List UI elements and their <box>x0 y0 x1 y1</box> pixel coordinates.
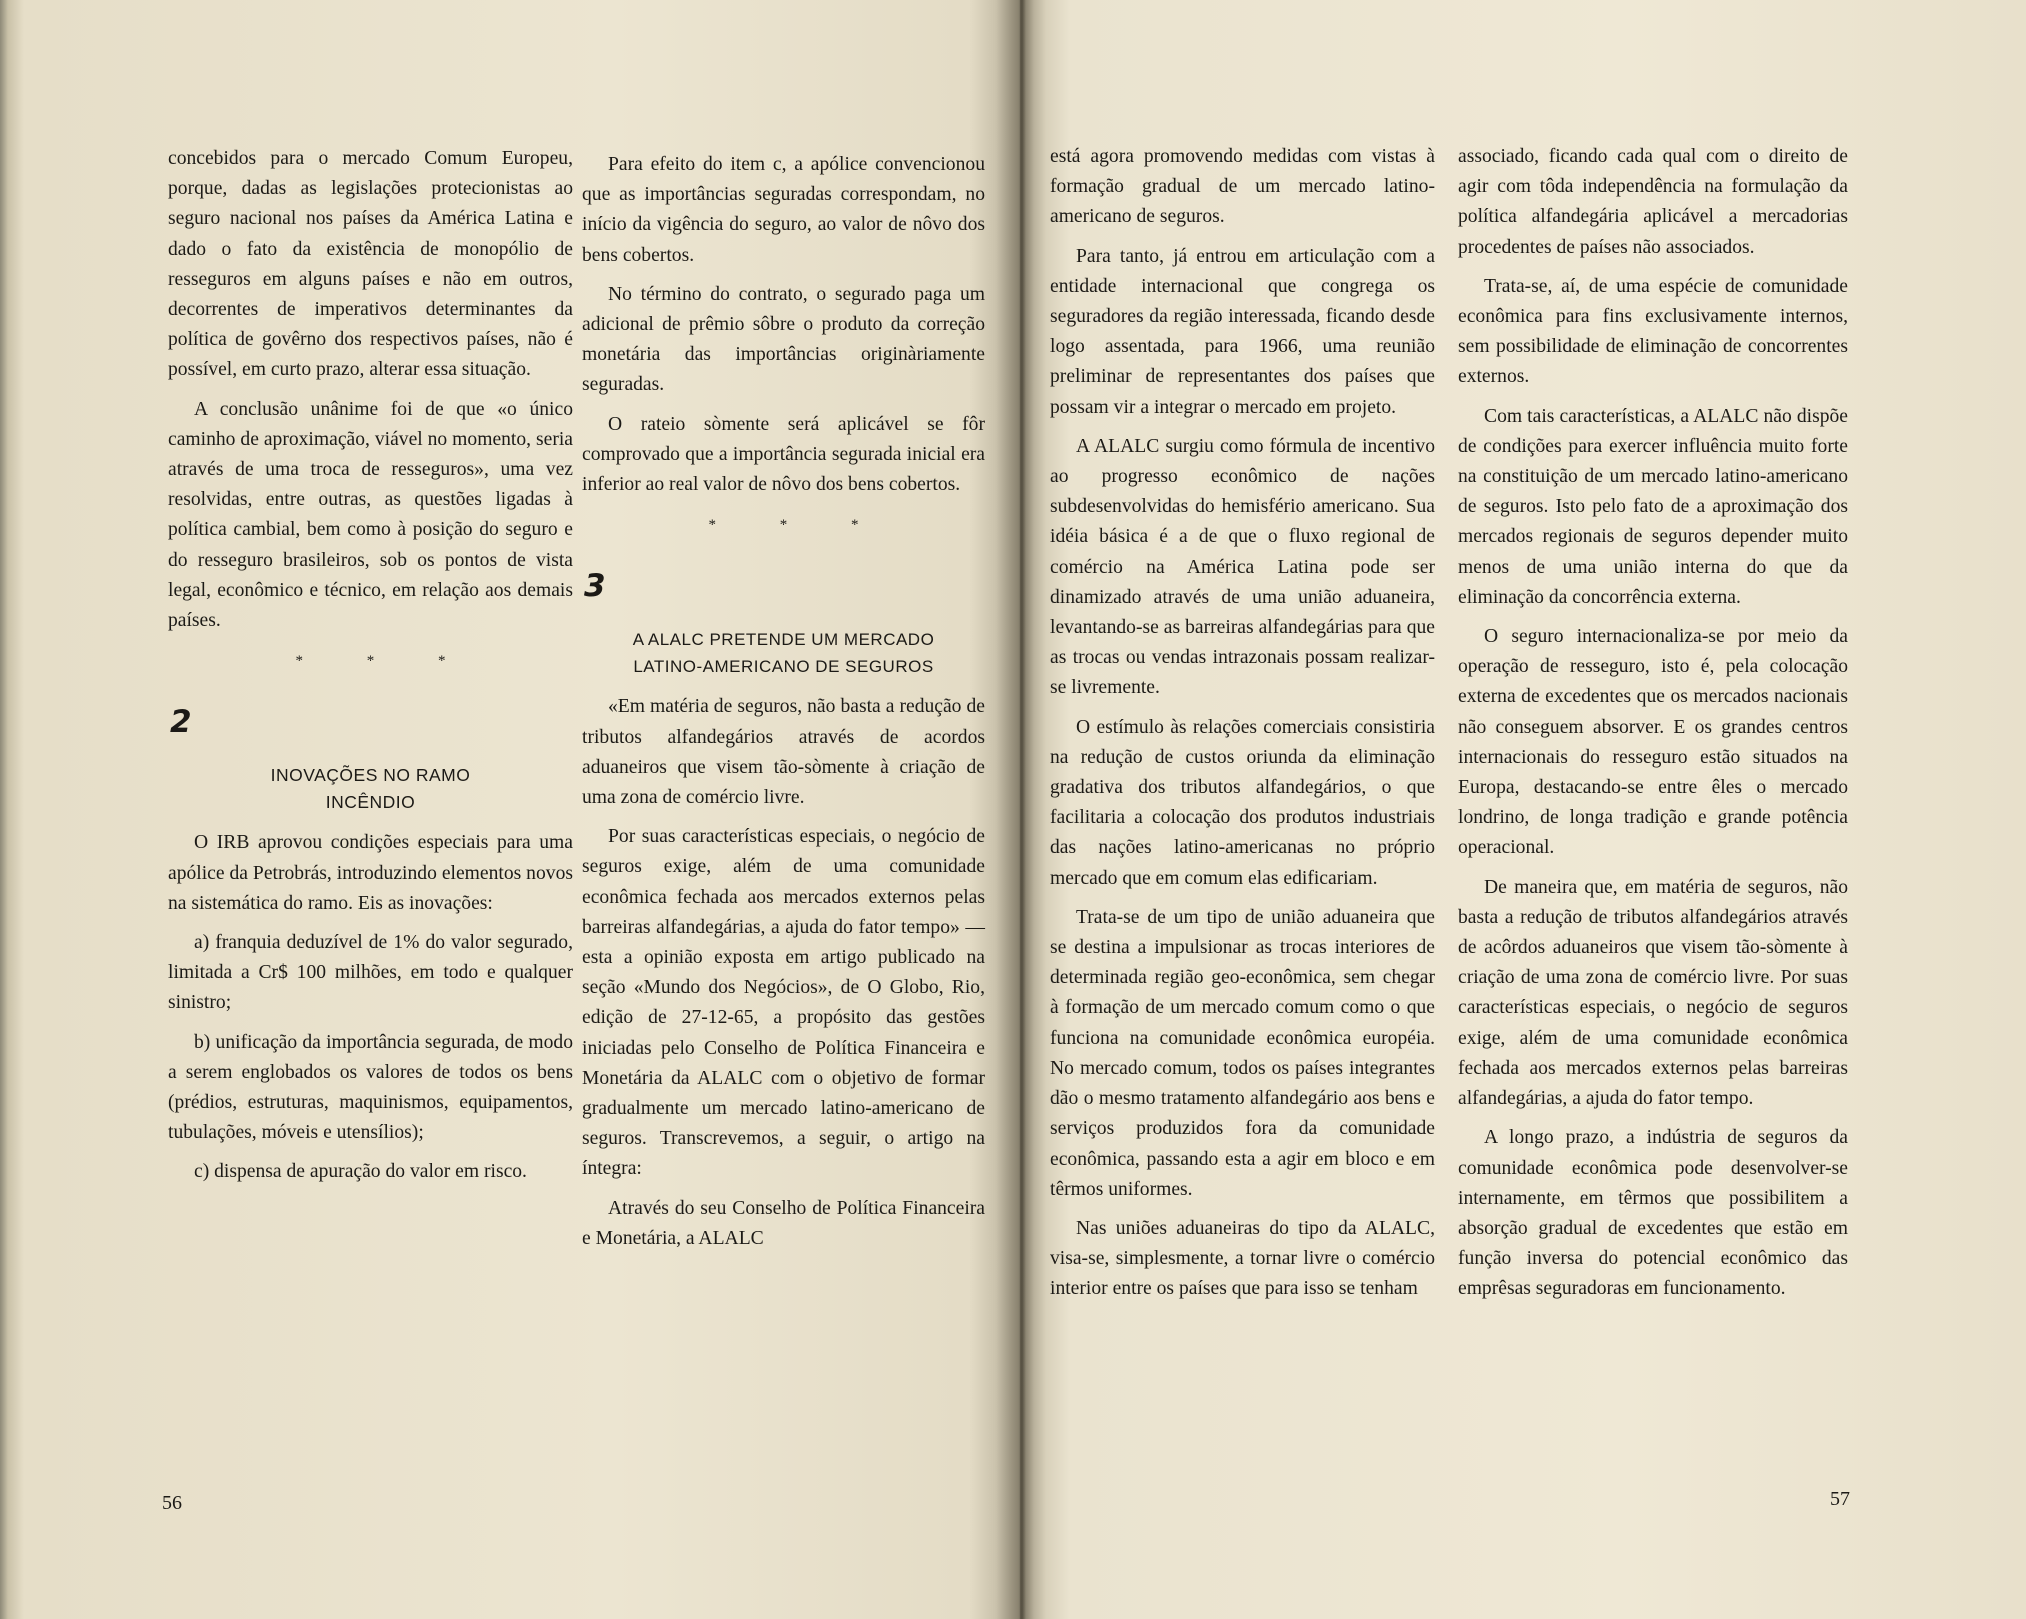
paragraph: O estímulo às relações comerciais consistiria na redução de custos oriunda da eliminação gradativa dos tributos alfandegários, o que facilitaria a colocação dos produtos industriais das nações latino-americanas no próprio mercado que em comum elas edificariam. <box>1050 716 1435 889</box>
left-page-column-2 <box>582 150 985 1263</box>
paragraph: Trata-se de um tipo de união aduaneira que se destina a impulsionar as trocas interiores de determinada região geo-econômica, sem chegar à formação de um mercado comum como o que funciona na comunidade econômica européia. No mercado comum, todos os países integrantes dão o mesmo tratamento alfandegário aos bens e serviços produzidos fora da comunidade econômica, passando esta a agir em bloco e em têrmos uniformes. <box>1050 906 1435 1200</box>
section-heading-line: LATINO-AMERICANO DE SEGUROS <box>633 657 934 677</box>
paragraph: De maneira que, em matéria de seguros, não basta a redução de tributos alfandegários através de acôrdos aduaneiros que visem tão-sòmente à criação de uma zona de comércio livre. Por suas características especiais, o negócio de seguros exige, além de uma comunidade econômica fechada aos mercados externos pelas barreiras alfandegárias, a ajuda do fator tempo. <box>1458 876 1848 1110</box>
section-heading-line: INOVAÇÕES NO RAMO <box>270 765 471 786</box>
paragraph: Com tais características, a ALALC não dispõe de condições para exercer influência muito forte na constituição de um mercado latino-americano de seguros. Isto pelo fato de a aproximação dos mercados regionais de seguros depender muito menos de uma união interna do que da eliminação da concorrência externa. <box>1458 405 1848 608</box>
paragraph: Nas uniões aduaneiras do tipo da ALALC, visa-se, simplesmente, a tornar livre o comércio interior entre os países que para isso se tenham <box>1050 1217 1435 1300</box>
section-heading <box>168 762 573 816</box>
paragraph: «Em matéria de seguros, não basta a redução de tributos alfandegários através de acordos aduaneiros que visem tão-sòmente à criação de uma zona de comércio livre. <box>582 696 985 809</box>
paragraph: Para tanto, já entrou em articulação com a entidade internacional que congrega os seguradores da região interessada, ficando desde logo assentada, para 1966, uma reunião preliminar de representantes dos países que possam vir a integrar o mercado em projeto. <box>1050 245 1435 418</box>
right-page-column-2 <box>1458 142 1848 1314</box>
paragraph: O IRB aprovou condições especiais para uma apólice da Petrobrás, introduzindo elementos novos na sistemática do ramo. Eis as inovações: <box>168 832 573 914</box>
paragraph: Por suas características especiais, o negócio de seguros exige, além de uma comunidade econômica fechada aos mercados externos pelas barreiras alfandegárias, a ajuda do fator tempo» — esta a opinião exposta em artigo publicado na seção «Mundo dos Negócios», de O Globo, Rio, edição de 27-12-65, a propósito das gestões iniciadas pelo Conselho de Política Financeira e Monetária da ALALC com o objetivo de formar gradualmente um mercado latino-americano de seguros. Transcrevemos, a seguir, o artigo na íntegra: <box>582 826 985 1180</box>
list-item: c) dispensa de apuração do valor em risco. <box>194 1161 527 1183</box>
left-page-column-1 <box>168 144 573 1197</box>
paragraph: O seguro internacionaliza-se por meio da operação de resseguro, isto é, pela colocação externa de excedentes que os mercados nacionais não conseguem absorver. E os grandes centros internacionais do resseguro estão situados na Europa, destacando-se entre êles o mercado londrino, de longa tradição e grande potência operacional. <box>1458 626 1848 859</box>
page-number: 56 <box>162 1492 182 1514</box>
paragraph: Trata-se, aí, de uma espécie de comunidade econômica para fins exclusivamente internos, sem possibilidade de eliminação de concorrentes externos. <box>1458 275 1848 388</box>
section-heading <box>582 626 985 680</box>
paragraph: associado, ficando cada qual com o direito de agir com tôda independência na formulação da política alfandegária aplicável a mercadorias procedentes de países não associados. <box>1458 146 1848 258</box>
paragraph: O rateio sòmente será aplicável se fôr comprovado que a importância segurada inicial era inferior ao real valor de nôvo dos bens cobertos. <box>582 413 985 496</box>
paragraph: No término do contrato, o segurado paga um adicional de prêmio sôbre o produto da correção monetária das importâncias originàriamente seguradas. <box>582 283 985 396</box>
list-item: b) unificação da importância segurada, de modo a serem englobados os valores de todos os bens (prédios, estruturas, maquinismos, equipamentos, tubulações, móveis e utensílios); <box>168 1031 573 1144</box>
section-number: 3 <box>584 568 606 605</box>
paragraph: A longo prazo, a indústria de seguros da comunidade econômica pode desenvolver-se internamente, em têrmos que possibilitem a absorção gradual de excedentes que estão em função inversa do potencial econômico das emprêsas seguradoras em funcionamento. <box>1458 1127 1848 1300</box>
section-heading-line: INCÊNDIO <box>325 792 416 813</box>
list-item: a) franquia deduzível de 1% do valor segurado, limitada a Cr$ 100 milhões, em todo e qualquer sinistro; <box>168 932 573 1014</box>
page-number: 57 <box>1830 1488 1850 1510</box>
book-gutter <box>996 0 1046 1619</box>
paragraph: Para efeito do item c, a apólice convencionou que as importâncias seguradas correspondam, no início da vigência do seguro, ao valor de nôvo dos bens cobertos. <box>582 154 985 266</box>
paragraph: A ALALC surgiu como fórmula de incentivo ao progresso econômico de nações subdesenvolvidas do hemisfério americano. Sua idéia básica é a de que o fluxo regional de comércio na América Latina pode ser dinamizado através de uma união aduaneira, levantando-se as barreiras alfandegárias para que as trocas ou vendas intrazonais possam realizar-se livremente. <box>1050 435 1435 699</box>
paragraph: está agora promovendo medidas com vistas à formação gradual de um mercado latino-americano de seguros. <box>1050 146 1435 228</box>
paragraph: Através do seu Conselho de Política Financeira e Monetária, a ALALC <box>582 1197 985 1249</box>
section-heading-line: A ALALC PRETENDE UM MERCADO <box>632 630 935 650</box>
right-page-column-1 <box>1050 142 1435 1314</box>
section-divider: * * * <box>295 653 476 670</box>
paragraph: A conclusão unânime foi de que «o único caminho de aproximação, viável no momento, seria através de uma troca de resseguros», uma vez resolvidas, entre outras, as questões ligadas à política cambial, bem como à posição do seguro e do resseguro brasileiros, sob os pontos de vista legal, econômico e técnico, em relação aos demais países. <box>168 398 573 632</box>
paragraph: concebidos para o mercado Comum Europeu, porque, dadas as legislações protecionistas ao seguro nacional nos países da América Latina e dado o fato da existência de monopólio de resseguros em alguns países e não em outros, decorrentes de imperativos determinantes da política de govêrno dos respectivos países, não é possível, em curto prazo, alterar essa situação. <box>168 148 573 381</box>
section-divider: * * * <box>708 517 889 534</box>
section-number: 2 <box>170 704 192 741</box>
